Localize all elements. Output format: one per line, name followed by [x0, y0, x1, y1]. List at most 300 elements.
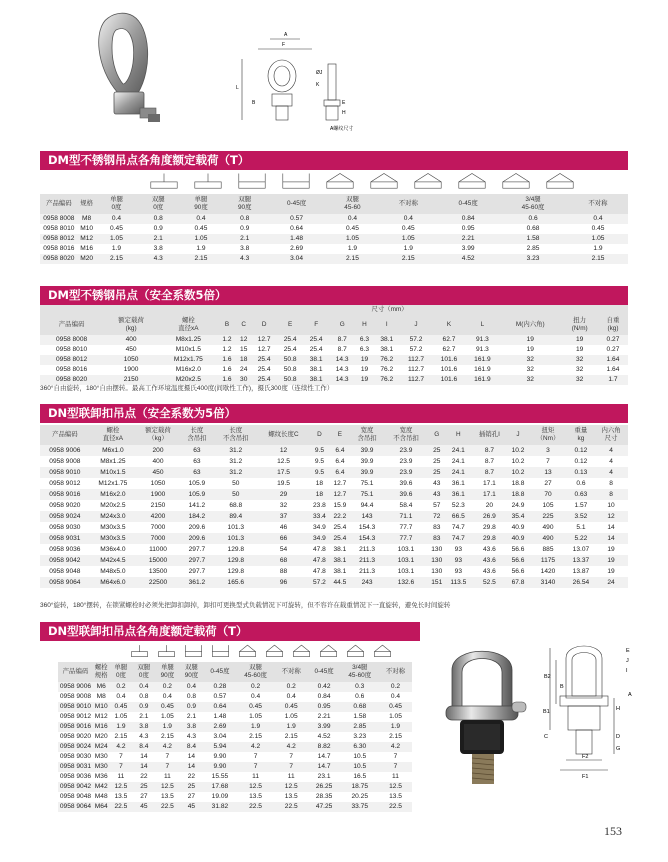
table-cell: 25.4	[309, 336, 323, 343]
table-cell: M30x3.5	[100, 523, 126, 531]
table-cell: M10x1.5	[100, 468, 126, 476]
table-cell: M10	[80, 225, 94, 232]
t3-header-9: 宽度 不含吊扣	[393, 427, 419, 442]
t1-header-6: 0-45度	[286, 200, 307, 207]
table-cell: 4.2	[390, 743, 401, 750]
t3-title-bar: DN型联卸扣吊点（安全系数为5倍）	[40, 404, 628, 423]
table-cell: 32	[526, 376, 534, 383]
table-cell: 4200	[150, 512, 166, 520]
table-cell: 25	[433, 457, 441, 465]
table-cell: 0.2	[250, 683, 261, 690]
table-cell: 0958 9048	[49, 567, 81, 575]
shackle-label-e: E	[626, 648, 630, 654]
table-cell: 1.6	[222, 376, 232, 383]
table-cell: 10.5	[353, 763, 367, 770]
t1-header-0: 产品编码	[46, 200, 72, 207]
table-cell: 0958 9020	[49, 501, 81, 509]
t4-header-10: 3/4腿 45-60度	[348, 664, 372, 679]
table-cell: 30	[240, 376, 248, 383]
table-cell: 1.48	[290, 235, 303, 242]
table-cell: 4.2	[116, 743, 126, 750]
table-cell: M16x2.0	[100, 490, 126, 498]
table-cell: 50.8	[283, 356, 297, 363]
table-cell: 490	[542, 534, 554, 542]
table-cell: 0.4	[186, 683, 197, 690]
table-row	[40, 254, 628, 264]
table-cell: 2.15	[114, 733, 128, 740]
table-cell: M12x1.75	[98, 479, 128, 487]
table-cell: 31.2	[229, 446, 243, 454]
table-cell: 12.7	[257, 336, 271, 343]
table-cell: 47.8	[313, 545, 326, 553]
t2-size-label: 尺寸（mm）	[371, 306, 408, 313]
table-cell: 6.4	[335, 468, 345, 476]
table-cell: 0.28	[213, 683, 227, 690]
table-cell: 0958 9024	[59, 743, 92, 750]
table-cell: 184.2	[188, 512, 206, 520]
table-cell: 9.5	[314, 446, 324, 454]
table-cell: 0.12	[574, 457, 588, 465]
table-cell: 34.9	[313, 523, 326, 531]
table-cell: 6.4	[335, 446, 345, 454]
t3-header-row	[40, 425, 628, 445]
table-row	[58, 692, 412, 702]
table-row	[58, 802, 412, 812]
table-cell: 0.57	[213, 693, 227, 700]
sling-angle-icon	[320, 645, 336, 656]
table-cell: 13.5	[249, 793, 262, 800]
table-cell: 1175	[540, 556, 556, 564]
table-cell: 3.04	[290, 255, 303, 262]
table-cell: 0958 8020	[55, 376, 88, 383]
t2-title-bar: DM型不锈钢吊点（安全系数5倍）	[40, 286, 628, 305]
sling-angle-icon	[239, 645, 255, 656]
table-cell: 0.4	[116, 693, 126, 700]
table-cell: 101.3	[227, 523, 245, 531]
dim-label-k: K	[316, 82, 320, 88]
table-cell: 54	[279, 545, 288, 553]
t3-header-15: 重量 kg	[574, 427, 588, 442]
table-cell: 26.54	[572, 578, 590, 586]
table-cell: 45	[140, 803, 148, 810]
table-cell: 4.52	[461, 255, 475, 262]
table-cell: 1.05	[401, 235, 415, 242]
table-row	[40, 214, 628, 224]
table-cell: 37	[279, 512, 288, 520]
table-cell: 225	[542, 512, 554, 520]
table-cell: M64x6.0	[100, 578, 126, 586]
table-cell: 4.2	[250, 743, 261, 750]
table-cell: 4.3	[240, 255, 250, 262]
t2-size-group-row	[40, 305, 628, 315]
shackle-hoist-ring-photo	[432, 640, 536, 790]
table-cell: M12	[80, 235, 94, 242]
table-cell: 17.1	[483, 479, 496, 487]
table-cell: 112.7	[408, 356, 425, 363]
t1-header-2: 单腿 0度	[110, 196, 123, 211]
table-cell: 1.9	[111, 245, 122, 252]
table-cell: 74.7	[451, 523, 465, 531]
table-cell: 19	[360, 366, 369, 373]
t3-header-7: E	[337, 431, 343, 438]
table-cell: 23.8	[313, 501, 326, 509]
table-cell: 50	[232, 490, 240, 498]
t3-header-2: 额定载荷 （kg）	[145, 427, 171, 442]
table-cell: 12	[240, 336, 248, 343]
table-cell: 5.22	[574, 534, 588, 542]
table-cell: 40.9	[511, 523, 525, 531]
table-cell: 14.3	[335, 376, 349, 383]
table-cell: 0958 9008	[59, 693, 92, 700]
table-cell: 7	[119, 753, 123, 760]
table-cell: 56.6	[511, 556, 525, 564]
table-cell: 57.2	[313, 578, 326, 586]
table-cell: 1.9	[162, 723, 172, 730]
table-cell: 25	[140, 783, 148, 790]
table-cell: 4.2	[286, 743, 296, 750]
table-cell: 57	[433, 501, 441, 509]
t3-dimension-table	[40, 425, 628, 588]
table-cell: 885	[542, 545, 554, 553]
table-cell: 7	[165, 753, 170, 760]
table-cell: 12.7	[333, 479, 347, 487]
table-cell: 0.4	[347, 215, 358, 222]
table-cell: 2.85	[526, 245, 540, 252]
table-cell: 19	[607, 545, 615, 553]
table-cell: 32	[526, 356, 534, 363]
t4-header-5: 双腿 90度	[184, 664, 199, 679]
table-cell: 14	[607, 523, 615, 531]
t2-header-8: G	[339, 321, 345, 328]
sling-angle-icon	[503, 173, 529, 188]
t2-header-row	[40, 315, 628, 335]
table-cell: 0958 8016	[43, 245, 75, 252]
table-cell: 25	[433, 446, 441, 454]
table-cell: 18.8	[511, 479, 525, 487]
table-cell: 7	[253, 763, 258, 770]
table-cell: 105.9	[188, 490, 206, 498]
table-cell: 19.5	[277, 479, 290, 487]
table-cell: 151	[431, 578, 443, 586]
table-cell: 0958 9010	[59, 703, 92, 710]
table-cell: 400	[125, 336, 137, 343]
table-cell: 67.8	[511, 578, 525, 586]
table-cell: 129.8	[227, 545, 245, 553]
table-cell: 38.1	[309, 366, 323, 373]
table-cell: 1.9	[403, 245, 413, 252]
t1-header-9: 0-45度	[458, 200, 478, 207]
table-cell: 2.1	[153, 235, 163, 242]
table-cell: 13.5	[160, 793, 174, 800]
table-cell: 361.2	[188, 578, 206, 586]
table-cell: M16	[80, 245, 94, 252]
table-cell: 12.5	[389, 783, 402, 790]
shackle-label-d: D	[616, 734, 620, 740]
table-row	[58, 702, 412, 712]
table-cell: 0958 9048	[59, 793, 92, 800]
table-cell: 0.9	[240, 225, 250, 232]
table-cell: 63	[193, 446, 201, 454]
table-cell: 13500	[148, 567, 168, 575]
table-cell: M8	[96, 693, 106, 700]
table-cell: 7	[393, 753, 398, 760]
table-cell: 68.8	[229, 501, 243, 509]
table-cell: 12.5	[277, 457, 290, 465]
t1-sling-icons	[96, 172, 628, 194]
table-cell: 1.58	[526, 235, 540, 242]
dim-label-b: B	[252, 100, 256, 106]
table-cell: 14.7	[317, 763, 331, 770]
table-cell: 0.45	[389, 703, 402, 710]
table-cell: 25	[433, 468, 441, 476]
table-row	[40, 544, 628, 555]
table-cell: 154.3	[358, 523, 376, 531]
table-cell: 12.5	[284, 783, 298, 790]
dim-label-j: ØJ	[316, 70, 323, 76]
table-cell: 35.4	[511, 512, 525, 520]
table-cell: 40.9	[511, 534, 525, 542]
table-cell: 14	[187, 753, 196, 760]
table-cell: 0.57	[290, 215, 303, 222]
table-cell: 22	[140, 773, 148, 780]
table-cell: 0.42	[317, 683, 331, 690]
table-cell: 0958 8012	[43, 235, 75, 242]
table-cell: 63	[193, 457, 201, 465]
table-cell: 1.7	[608, 376, 618, 383]
table-cell: 50.8	[283, 366, 297, 373]
table-cell: M30	[94, 753, 108, 760]
table-cell: 0.45	[401, 225, 415, 232]
sling-angle-icon	[327, 173, 353, 188]
table-cell: 0.8	[240, 215, 250, 222]
table-cell: 0.6	[355, 693, 365, 700]
table-cell: 18	[240, 356, 248, 363]
t4-header-row	[58, 662, 412, 682]
t2-header-2: 螺栓 直径xA	[178, 317, 199, 332]
table-cell: 39.9	[360, 446, 374, 454]
table-cell: 3.52	[574, 512, 588, 520]
table-cell: 1.64	[606, 356, 620, 363]
table-cell: 5.94	[213, 743, 227, 750]
t2-dimension-table	[40, 305, 628, 385]
table-row	[40, 522, 628, 533]
table-cell: 33.4	[313, 512, 326, 520]
table-cell: M16x2.0	[175, 366, 201, 373]
table-cell: 0.84	[317, 693, 331, 700]
table-cell: 13.5	[284, 793, 298, 800]
sling-angle-icon	[459, 173, 485, 188]
table-cell: 47.8	[313, 556, 326, 564]
table-cell: 22.5	[284, 803, 298, 810]
t2-header-12: K	[446, 321, 452, 328]
eye-hoist-ring-photo	[88, 8, 168, 128]
table-cell: 141.2	[188, 501, 206, 509]
table-cell: 94.4	[360, 501, 374, 509]
table-cell: 39.9	[360, 468, 374, 476]
table-cell: 19	[576, 336, 584, 343]
table-cell: 243	[361, 578, 373, 586]
table-cell: 76.2	[380, 366, 394, 373]
table-cell: 5.1	[576, 523, 586, 531]
table-cell: 130	[431, 567, 443, 575]
t4-header-3: 双腿 0度	[137, 664, 151, 679]
table-cell: 0.45	[110, 225, 123, 232]
table-cell: 1.05	[114, 713, 128, 720]
table-cell: 11	[117, 773, 125, 780]
table-cell: 62.7	[442, 336, 456, 343]
table-cell: 10.2	[511, 457, 525, 465]
sling-angle-icon	[151, 173, 177, 188]
table-cell: 0.4	[390, 693, 401, 700]
table-cell: 14	[140, 763, 148, 770]
table-row	[40, 445, 628, 456]
table-cell: 50	[232, 479, 240, 487]
table-cell: 0.95	[317, 703, 331, 710]
table-cell: 4	[609, 446, 613, 454]
table-cell: 3.99	[461, 245, 475, 252]
table-cell: 13.07	[572, 545, 590, 553]
table-cell: 0.6	[576, 479, 586, 487]
table-cell: 0.6	[528, 215, 538, 222]
table-cell: 0958 9016	[59, 723, 92, 730]
table-cell: 22.5	[160, 803, 174, 810]
table-cell: 3	[546, 446, 550, 454]
table-row	[58, 732, 412, 742]
table-cell: 0.45	[591, 225, 605, 232]
table-cell: 0958 9012	[59, 713, 92, 720]
table-cell: 0958 8016	[55, 366, 88, 373]
table-cell: 22.2	[333, 512, 347, 520]
t4-header-0: 产品编码	[62, 668, 89, 675]
table-cell: 13.87	[572, 567, 590, 575]
table-cell: 17.5	[277, 468, 290, 476]
table-cell: 7000	[150, 523, 166, 531]
t2-header-11: J	[414, 321, 418, 328]
table-cell: 43.6	[483, 567, 496, 575]
table-row	[40, 511, 628, 522]
table-cell: 24.9	[511, 501, 525, 509]
table-cell: 15.55	[211, 773, 229, 780]
table-cell: 14.7	[317, 753, 331, 760]
table-cell: 36.1	[451, 490, 465, 498]
table-cell: 93	[454, 567, 462, 575]
table-cell: 9.90	[213, 753, 227, 760]
table-cell: 0.3	[355, 683, 365, 690]
table-cell: 0.4	[593, 215, 603, 222]
table-cell: 0958 9036	[59, 773, 92, 780]
table-cell: 15000	[148, 556, 168, 564]
table-cell: 70	[544, 490, 552, 498]
table-cell: 75.1	[360, 490, 374, 498]
table-cell: 27	[187, 793, 196, 800]
table-row	[40, 478, 628, 489]
table-cell: 25	[187, 783, 196, 790]
table-cell: 0958 8008	[55, 336, 88, 343]
table-cell: M12x1.75	[173, 356, 203, 363]
t1-header-10: 3/4腿 45-60度	[521, 196, 545, 211]
table-cell: 0958 8010	[43, 225, 75, 232]
t2-header-14: M(内六角)	[515, 321, 545, 328]
table-row	[58, 772, 412, 782]
table-cell: 77.7	[399, 534, 413, 542]
t3-header-0: 产品编码	[52, 431, 78, 438]
table-cell: 25.4	[283, 336, 297, 343]
table-cell: 4.3	[186, 733, 197, 740]
table-cell: 23.9	[399, 446, 413, 454]
table-cell: 34.9	[313, 534, 326, 542]
table-row	[40, 365, 628, 375]
table-cell: 11000	[149, 545, 167, 553]
table-cell: 297.7	[188, 567, 206, 575]
table-cell: 4	[609, 457, 613, 465]
table-cell: 0958 9031	[49, 534, 81, 542]
table-cell: 161.9	[474, 366, 491, 373]
table-cell: 0.4	[286, 693, 296, 700]
t1-header-8: 不对称	[398, 200, 418, 207]
table-cell: 3.04	[213, 733, 227, 740]
table-cell: 1900	[123, 366, 139, 373]
table-cell: 211.3	[359, 545, 376, 553]
t4-header-6: 0-45度	[210, 668, 230, 675]
table-cell: M42x4.5	[100, 556, 126, 564]
table-cell: 8.82	[317, 743, 331, 750]
table-cell: M20	[94, 733, 108, 740]
table-row	[58, 762, 412, 772]
sling-angle-icon	[347, 645, 363, 656]
table-cell: M16	[94, 723, 108, 730]
table-cell: 7	[289, 753, 294, 760]
t3-header-4: 长度 不含吊扣	[223, 427, 249, 442]
table-cell: 93	[454, 545, 462, 553]
table-cell: 0958 9006	[59, 683, 92, 690]
table-cell: 66.5	[451, 512, 465, 520]
table-cell: 7000	[150, 534, 166, 542]
table-cell: 14	[607, 534, 615, 542]
table-cell: 0.9	[186, 703, 197, 710]
table-cell: 12.7	[257, 346, 271, 353]
sling-angle-icon	[185, 645, 201, 656]
table-cell: 1.9	[250, 723, 261, 730]
t3-header-13: J	[516, 431, 520, 438]
shackle-label-g: G	[616, 746, 621, 752]
table-cell: 43.6	[483, 545, 496, 553]
table-cell: 6.3	[359, 336, 370, 343]
table-cell: 0.12	[574, 446, 588, 454]
table-cell: 0.4	[403, 215, 413, 222]
t1-header-3: 双腿 0度	[151, 196, 165, 211]
table-cell: M30	[94, 763, 108, 770]
table-cell: 0958 9042	[49, 556, 81, 564]
table-cell: 1.2	[222, 336, 232, 343]
table-cell: 12.5	[114, 783, 128, 790]
table-row	[58, 742, 412, 752]
table-cell: 25.4	[257, 366, 271, 373]
table-cell: 75.1	[360, 479, 374, 487]
table-cell: 2.15	[401, 255, 415, 262]
t2-header-7: F	[314, 321, 319, 328]
table-cell: 23.9	[399, 457, 413, 465]
table-cell: 400	[152, 457, 164, 465]
table-cell: 8	[609, 490, 613, 498]
table-cell: 32	[279, 501, 288, 509]
table-cell: 0.95	[461, 225, 475, 232]
table-cell: 165.6	[227, 578, 245, 586]
table-cell: 2.1	[240, 235, 250, 242]
sling-angle-icon	[131, 645, 147, 656]
table-cell: 1420	[540, 567, 556, 575]
table-cell: 1.6	[222, 356, 232, 363]
shackle-label-h: H	[616, 706, 620, 712]
